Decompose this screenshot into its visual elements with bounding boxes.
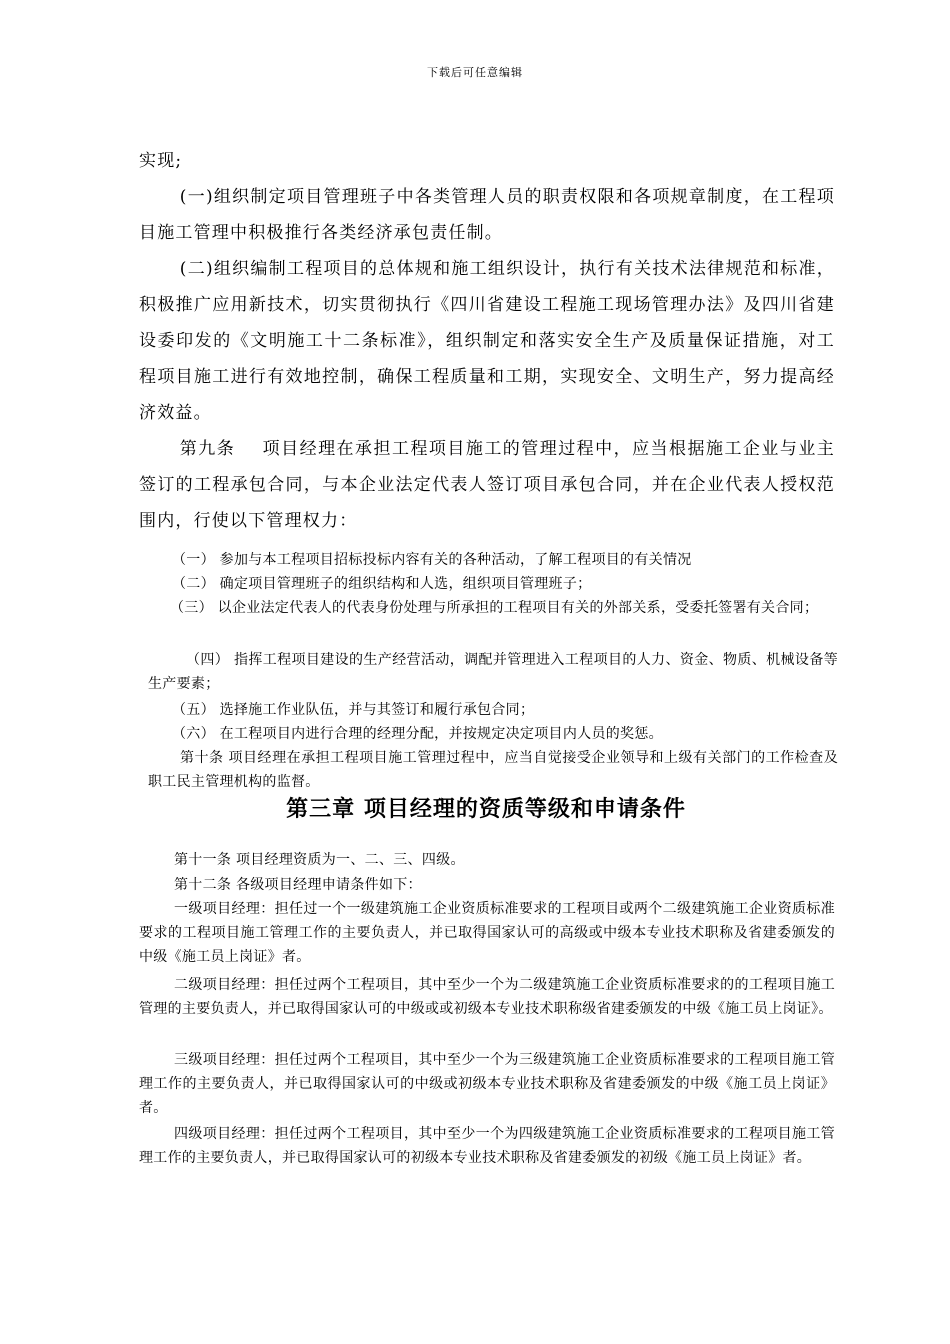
level-3-requirements: 三级项目经理：担任过两个工程项目，其中至少一个为三级建筑施工企业资质标准要求的工程项目施工管理工作的主要负责人，并已取得国家认可的中级或初级本专业技术职称及省建委颁发的中级《施工员上岗证》者。	[139, 1052, 835, 1116]
paragraph-duty-2: (二)组织编制工程项目的总体规和施工组织设计，执行有关技术法律规范和标准，积极推广应用新技术，切实贯彻执行《四川省建设工程施工现场管理办法》及四川省建设委印发的《文明施工十二条标准》，组织制定和落实安全生产及质量保证措施，对工程项目施工进行有效地控制，确保工程质量和工期，实现安全、文明生产，努力提高经济效益。	[139, 259, 835, 423]
article-9-label: 第九条	[179, 439, 236, 459]
power-item-6: （六） 在工程项目内进行合理的经理分配，并按规定决定项目内人员的奖惩。	[172, 726, 663, 742]
power-item-5: （五） 选择施工作业队伍，并与其签订和履行承包合同；	[172, 702, 535, 718]
power-item-2: （二） 确定项目管理班子的组织结构和人选，组织项目管理班子；	[172, 576, 592, 592]
article-10: 第十条 项目经理在承担工程项目施工管理过程中，应当自觉接受企业领导和上级有关部门的工作检查及职工民主管理机构的监督。	[148, 750, 838, 790]
paragraph-duty-1: (一)组织制定项目管理班子中各类管理人员的职责权限和各项规章制度，在工程项目施工管理中积极推行各类经济承包责任制。	[139, 187, 835, 243]
power-item-1: （一） 参加与本工程项目招标投标内容有关的各种活动，了解工程项目的有关情况	[172, 552, 692, 568]
article-12: 第十二条 各级项目经理申请条件如下：	[174, 877, 422, 893]
power-item-4: （四） 指挥工程项目建设的生产经营活动，调配并管理进入工程项目的人力、资金、物质、机械设备等生产要素；	[148, 652, 838, 692]
article-11: 第十一条 项目经理资质为一、二、三、四级。	[174, 852, 465, 868]
article-9	[139, 431, 835, 539]
paragraph-continuation: 实现;	[139, 151, 183, 171]
page-header: 下载后可任意编辑	[427, 66, 523, 79]
chapter-title: 第三章 项目经理的资质等级和申请条件	[286, 797, 686, 822]
power-item-3: （三） 以企业法定代表人的代表身份处理与所承担的工程项目有关的外部关系，受委托签署有关合同；	[170, 600, 819, 616]
article-9-text: 项目经理在承担工程项目施工的管理过程中，应当根据施工企业与业主签订的工程承包合同，与本企业法定代表人签订项目承包合同，并在企业代表人授权范围内，行使以下管理权力：	[139, 439, 835, 531]
level-1-requirements: 一级项目经理：担任过一个一级建筑施工企业资质标准要求的工程项目或两个二级建筑施工企业资质标准要求的工程项目施工管理工作的主要负责人，并已取得国家认可的高级或中级本专业技术职称及省建委颁发的中级《施工员上岗证》者。	[139, 901, 835, 965]
level-2-requirements: 二级项目经理：担任过两个工程项目，其中至少一个为二级建筑施工企业资质标准要求的的工程项目施工管理的主要负责人，并已取得国家认可的中级或或初级本专业技术职称级省建委颁发的中级《施工员上岗证》。	[139, 977, 835, 1017]
level-4-requirements: 四级项目经理：担任过两个工程项目，其中至少一个为四级建筑施工企业资质标准要求的工程项目施工管理工作的主要负责人，并已取得国家认可的初级本专业技术职称及省建委颁发的初级《施工员上岗证》者。	[139, 1126, 835, 1166]
